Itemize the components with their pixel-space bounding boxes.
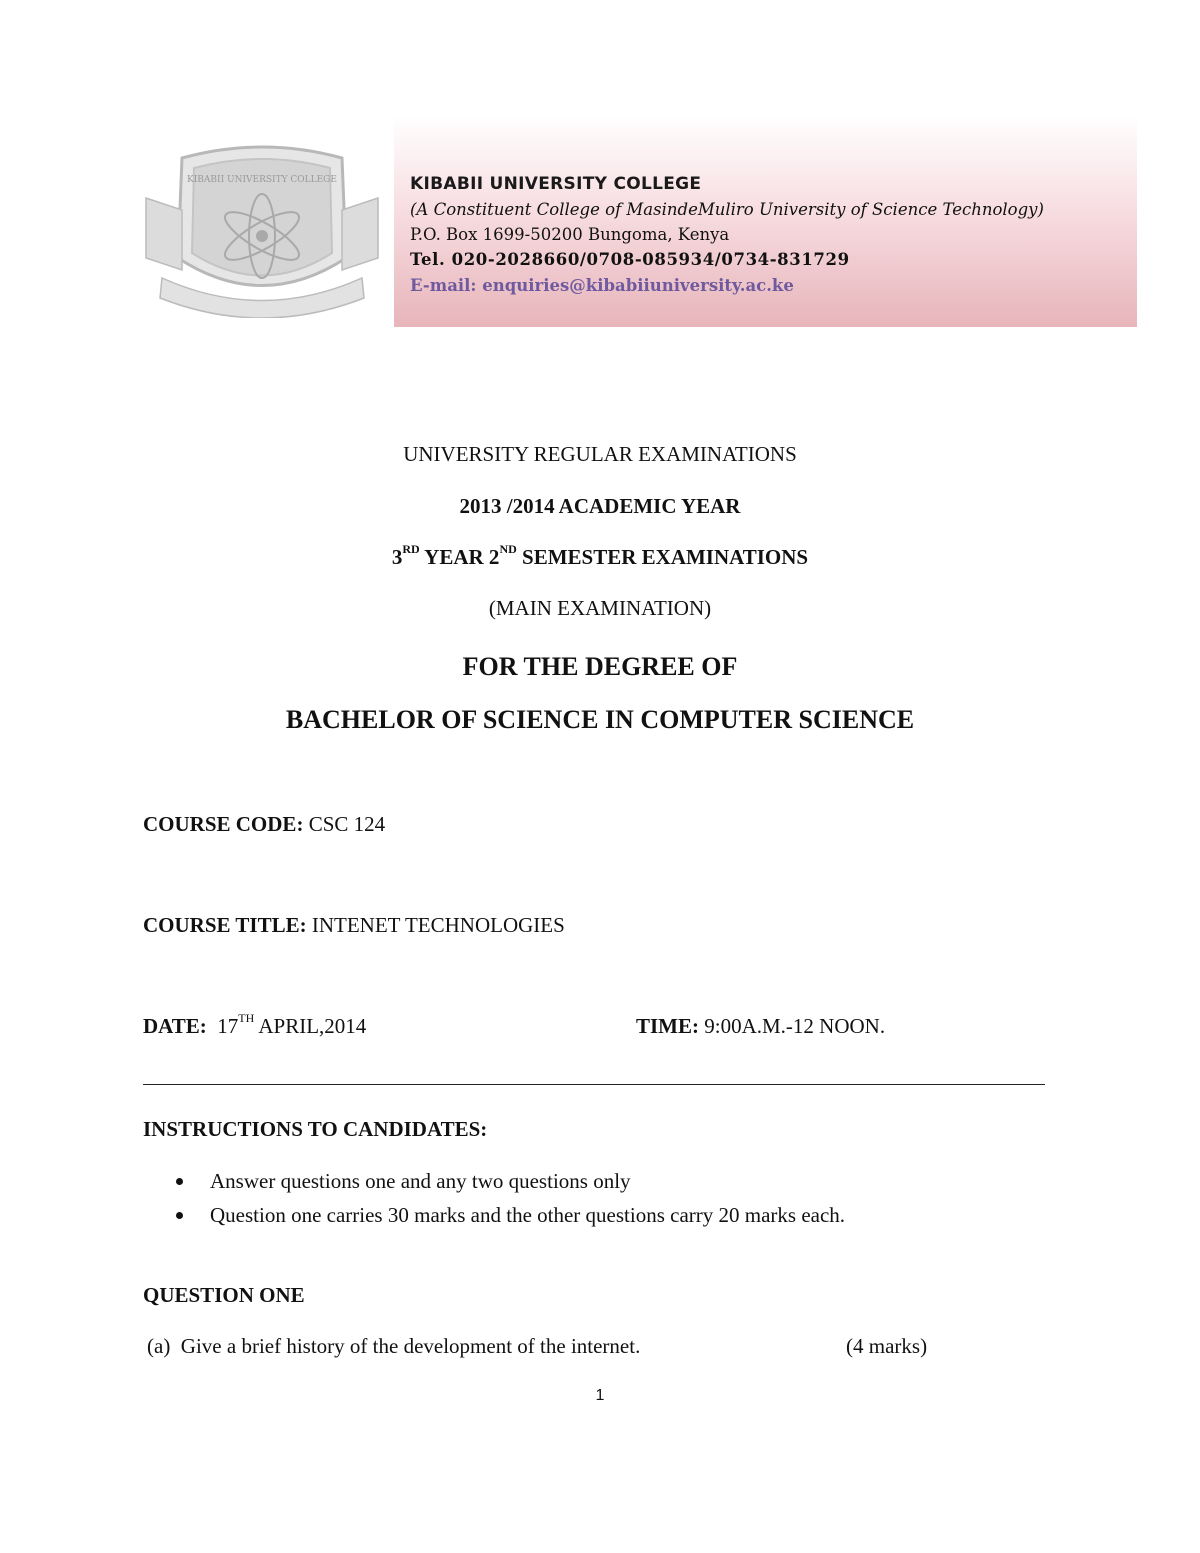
course-title-label: COURSE TITLE: — [143, 913, 307, 937]
crest-lettering: KIBABII UNIVERSITY COLLEGE — [187, 175, 337, 185]
instruction-item — [176, 1203, 845, 1228]
bullet-icon — [176, 1212, 183, 1219]
time-value: 9:00A.M.-12 NOON. — [699, 1014, 886, 1038]
exam-type-heading: UNIVERSITY REGULAR EXAMINATIONS — [403, 442, 797, 466]
institution-name: KIBABII UNIVERSITY COLLEGE — [410, 174, 702, 194]
time-label: TIME: — [636, 1014, 699, 1038]
horizontal-divider — [143, 1084, 1045, 1085]
course-code — [143, 812, 385, 837]
semester-text: SEMESTER EXAMINATIONS — [516, 545, 809, 569]
postal-address: P.O. Box 1699-50200 Bungoma, Kenya — [410, 225, 730, 244]
course-code-label: COURSE CODE: — [143, 812, 304, 836]
instruction-text: Question one carries 30 marks and the other questions carry 20 marks each. — [210, 1203, 846, 1227]
course-title — [143, 913, 565, 938]
instruction-item — [176, 1169, 631, 1194]
year-number: 3 — [391, 545, 403, 569]
date-day: 17 — [206, 1014, 239, 1038]
academic-year-heading: 2013 /2014 ACADEMIC YEAR — [459, 494, 741, 518]
university-crest-logo — [142, 138, 382, 318]
instruction-text: Answer questions one and any two questions only — [210, 1169, 631, 1193]
main-examination-label: (MAIN EXAMINATION) — [488, 596, 712, 620]
semester-heading — [0, 542, 1200, 570]
year-text: YEAR 2 — [419, 545, 500, 569]
date-superscript: TH — [238, 1011, 255, 1025]
degree-name: BACHELOR OF SCIENCE IN COMPUTER SCIENCE — [285, 705, 915, 734]
course-code-value: CSC 124 — [303, 812, 386, 836]
year-superscript: RD — [402, 542, 420, 556]
email-address: E-mail: enquiries@kibabiiuniversity.ac.ke — [410, 276, 794, 295]
exam-date — [143, 1011, 367, 1039]
question-part-a: (a) Give a brief history of the development of the internet. — [147, 1334, 641, 1358]
question-one-heading: QUESTION ONE — [143, 1283, 305, 1307]
course-title-value: INTENET TECHNOLOGIES — [306, 913, 565, 937]
question-part-a-marks: (4 marks) — [846, 1334, 928, 1358]
semester-superscript: ND — [499, 542, 517, 556]
date-rest: APRIL,2014 — [254, 1014, 367, 1038]
page-number: 1 — [595, 1387, 605, 1404]
institution-affiliation: (A Constituent College of MasindeMuliro University of Science Technology) — [410, 200, 1044, 219]
degree-heading: FOR THE DEGREE OF — [462, 652, 738, 681]
instructions-heading: INSTRUCTIONS TO CANDIDATES: — [143, 1117, 488, 1141]
date-label: DATE: — [143, 1014, 207, 1038]
telephone-numbers: Tel. 020-2028660/0708-085934/0734-831729 — [410, 250, 850, 269]
bullet-icon — [176, 1178, 183, 1185]
exam-time — [636, 1014, 885, 1039]
